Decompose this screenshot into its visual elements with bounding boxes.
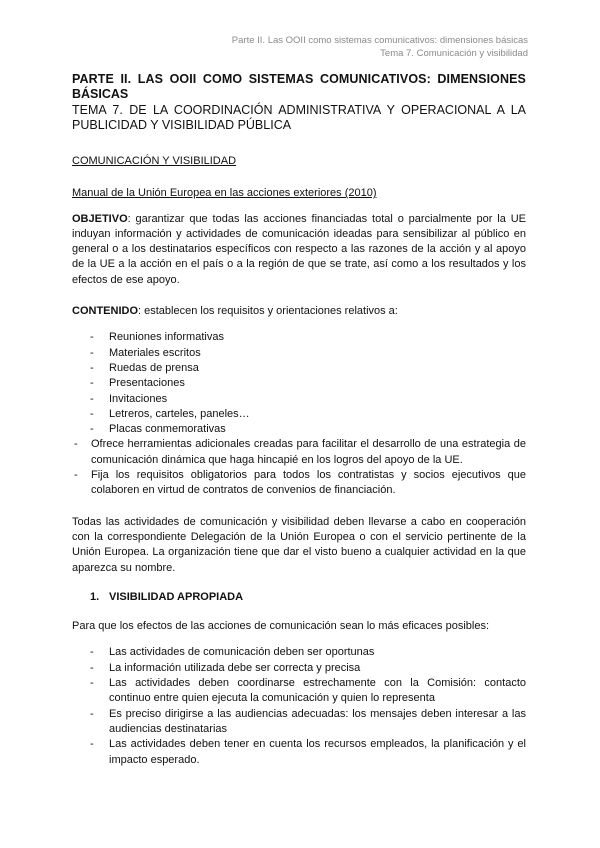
header-line-topic: Tema 7. Comunicación y visibilidad xyxy=(380,48,528,59)
document-title: PARTE II. LAS OOII COMO SISTEMAS COMUNICATIVOS: DIMENSIONES xyxy=(72,72,526,86)
content-list xyxy=(72,330,526,437)
header-line-part: Parte II. Las OOII como sistemas comunicativos: dimensiones básicas xyxy=(231,35,528,46)
section-title: COMUNICACIÓN Y VISIBILIDAD xyxy=(72,155,237,167)
heading-number: 1. xyxy=(90,590,100,603)
list-item: - Letreros, carteles, paneles… xyxy=(90,407,250,420)
cooperation-paragraph: Todas las actividades de comunicación y visibilidad deben llevarse a cabo en cooperación con la correspondiente Delegación de la Unión Europea o con el servicio pertinente de la Unión Europea. La organización tiene que dar el visto bueno a cualquier actividad en la que aparezca su nombre. xyxy=(72,515,526,574)
list-item: - Reuniones informativas xyxy=(90,331,224,344)
list-item: - Las actividades de comunicación deben ser oportunas xyxy=(90,646,375,659)
objective-text: : garantizar que todas las acciones financiadas total o parcialmente por la UE induyan información y actividades de comunicación ideadas para sensibilizar al público en general o a los destinatarios específicos con respecto a las razones de la acción y al apoyo de la UE a la acción en el país o a la región de que se trate, así como a los resultados y los efectos de ese apoyo. xyxy=(72,212,526,286)
heading-visibilidad-apropiada xyxy=(72,590,526,605)
list-item: - Invitaciones xyxy=(90,392,168,405)
list-item: - Ofrece herramientas adicionales creadas para facilitar el desarrollo de una estrategia de comunicación dinámica que haga hincapié en los logros del apoyo de la UE. xyxy=(74,438,526,466)
content-text: : establecen los requisitos y orientaciones relativos a: xyxy=(138,305,398,318)
list-item: - Ruedas de prensa xyxy=(90,361,199,374)
document-subtitle: TEMA 7. DE LA COORDINACIÓN ADMINISTRATIVA Y OPERACIONAL A LA PUBLICIDAD Y VISIBILIDAD PÚBLICA xyxy=(72,103,526,132)
list-item: - Materiales escritos xyxy=(90,346,201,359)
list-item: - Es preciso dirigirse a las audiencias adecuadas: los mensajes deben interesar a las audiencias destinatarias xyxy=(90,707,526,735)
document-title-continuation: BÁSICAS xyxy=(72,86,129,101)
document-body xyxy=(72,72,526,768)
heading-text: VISIBILIDAD APROPIADA xyxy=(109,590,244,603)
objective-label: OBJETIVO xyxy=(72,212,128,225)
list-item: - Las actividades deben coordinarse estrechamente con la Comisión: contacto continuo entre quien ejecuta la comunicación y quien lo representa xyxy=(90,677,526,705)
list-item: - La información utilizada debe ser correcta y precisa xyxy=(90,661,361,674)
efectos-list xyxy=(72,645,526,767)
list-item: - Placas conmemorativas xyxy=(90,423,226,436)
content-label: CONTENIDO xyxy=(72,305,138,318)
list-item: - Fija los requisitos obligatorios para todos los contratistas y socios ejecutivos que colaboren en virtud de contratos de convenios de financiación. xyxy=(74,469,526,497)
manual-reference: Manual de la Unión Europea en las acciones exteriores (2010) xyxy=(72,187,377,200)
running-header xyxy=(232,34,528,60)
list-item: - Presentaciones xyxy=(90,377,185,390)
efectos-intro: Para que los efectos de las acciones de comunicación sean lo más eficaces posibles: xyxy=(72,620,490,633)
objective-paragraph xyxy=(72,212,526,288)
list-item: - Las actividades deben tener en cuenta los recursos empleados, la planificación y el impacto esperado. xyxy=(90,738,526,766)
content-paragraph xyxy=(72,304,526,319)
extra-list xyxy=(72,437,526,498)
